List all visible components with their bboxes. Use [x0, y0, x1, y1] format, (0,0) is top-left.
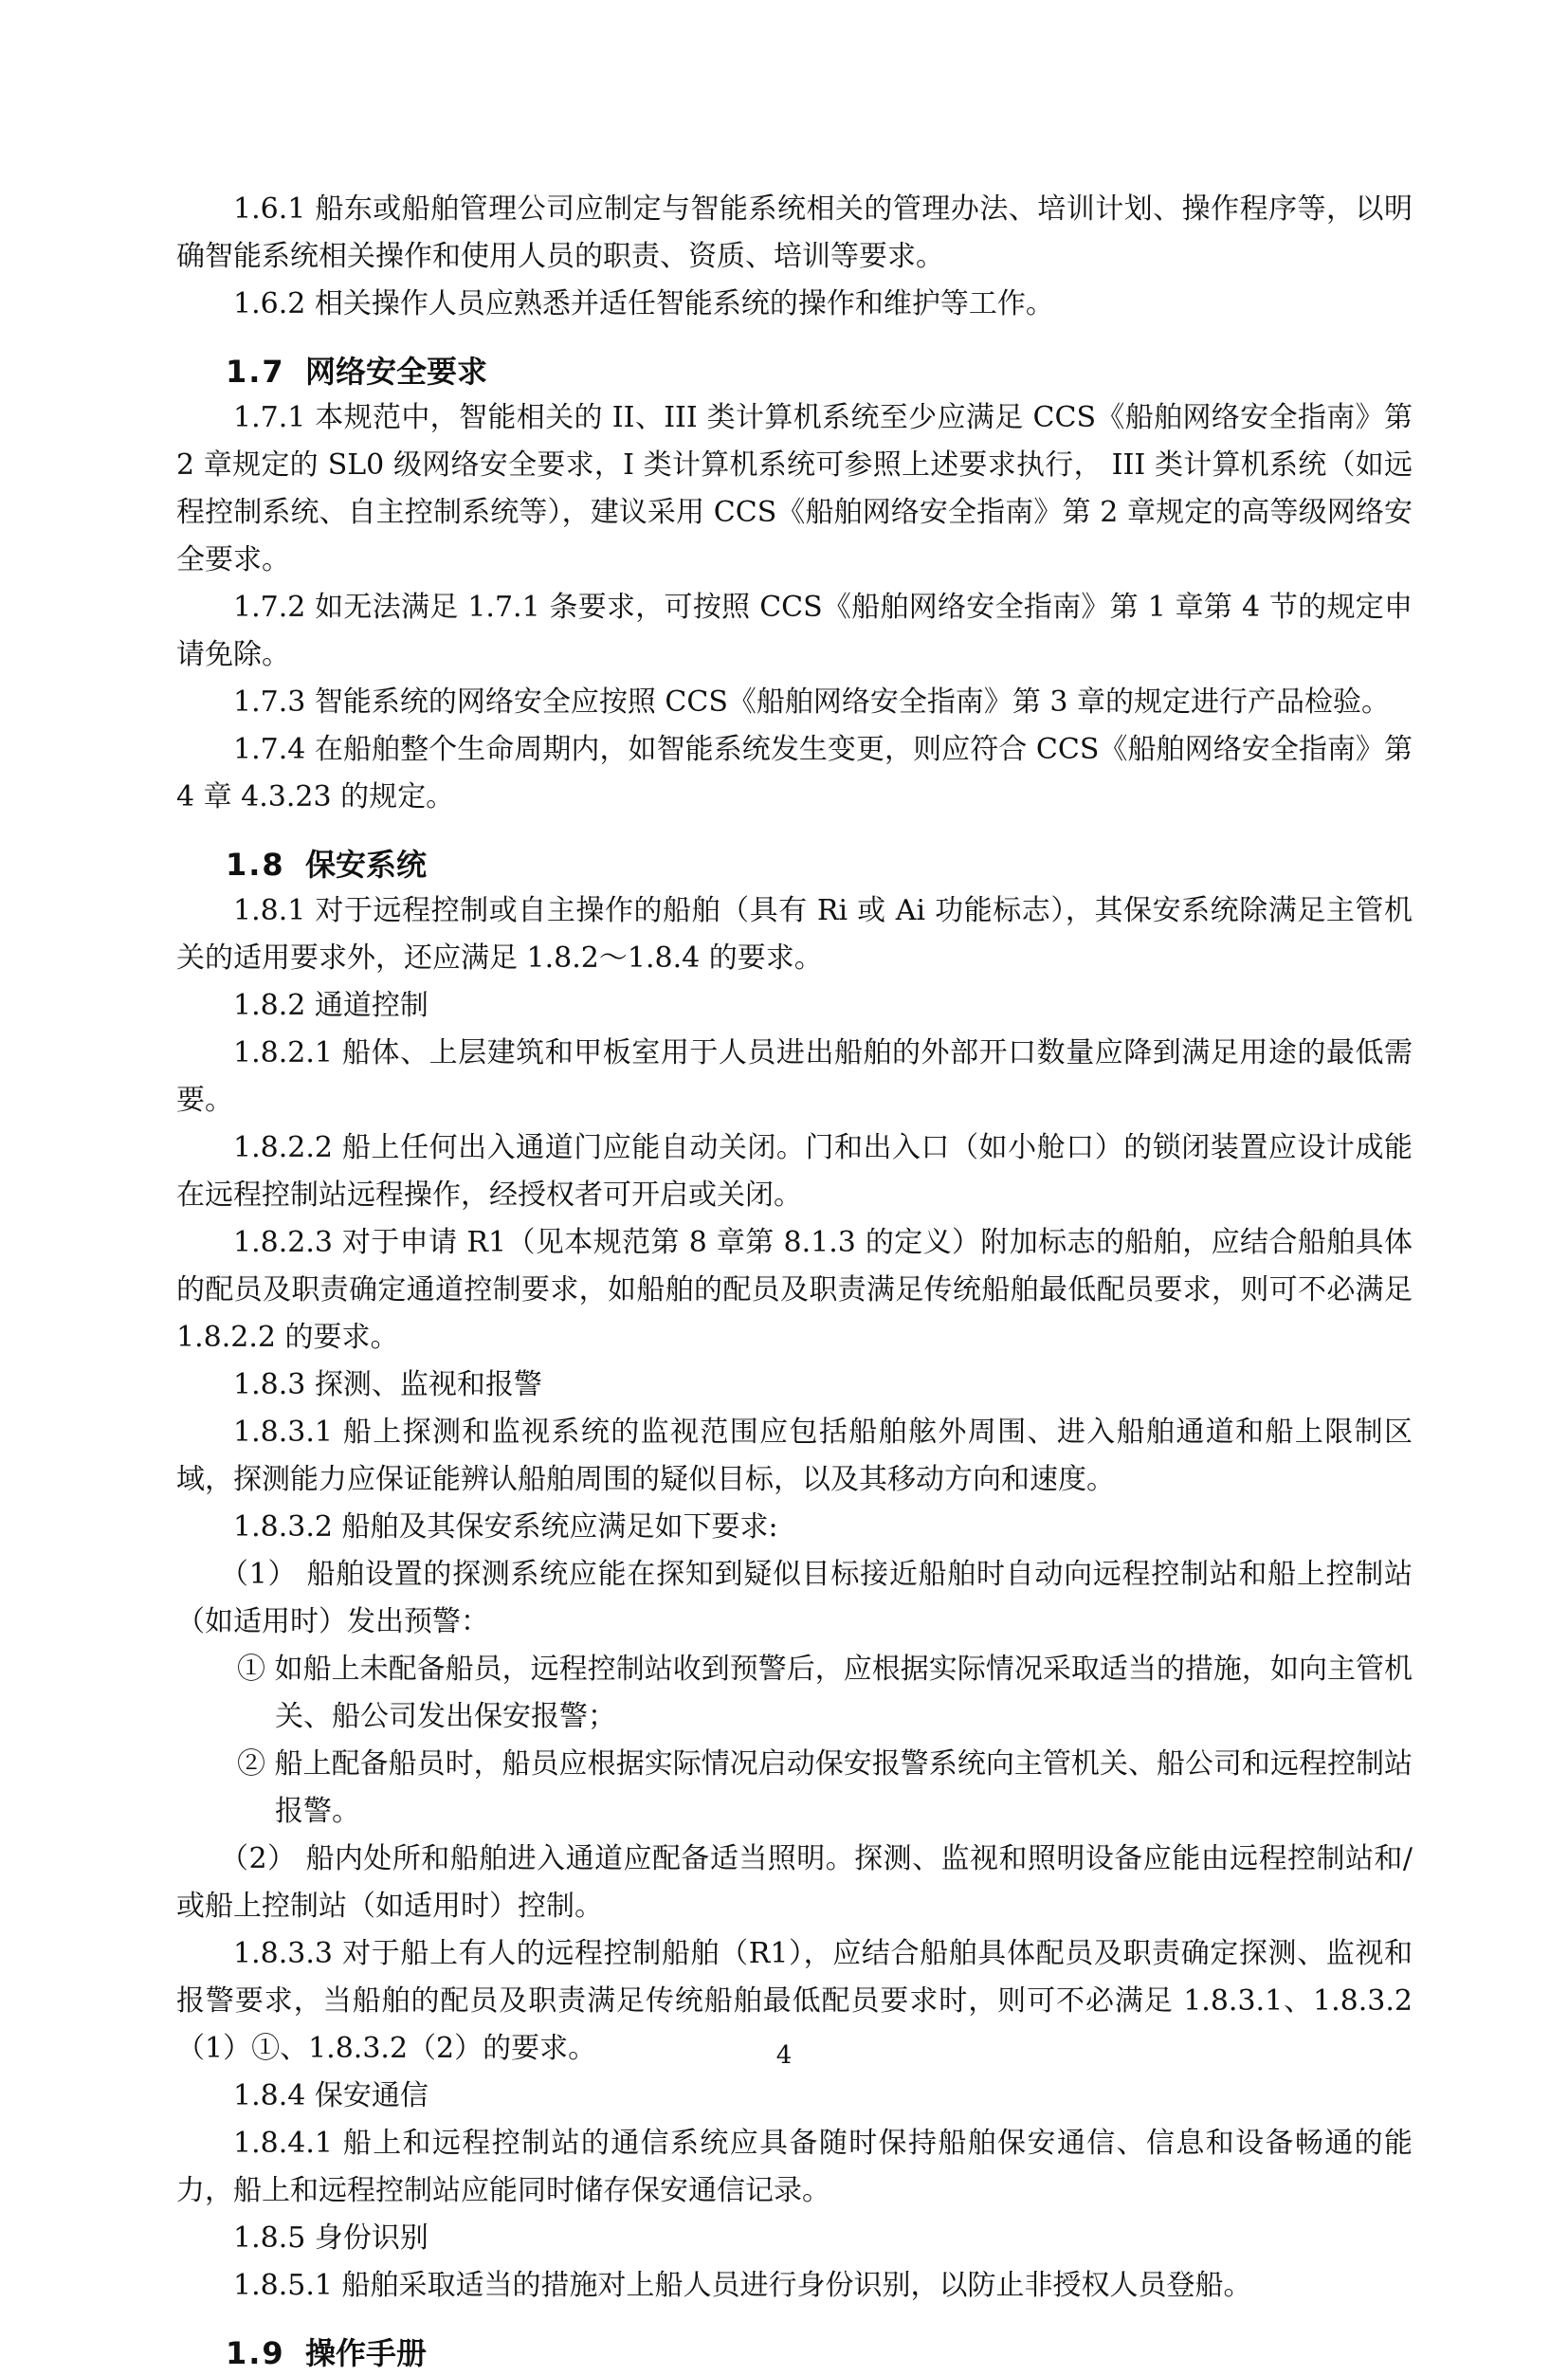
section-number: 1.8	[226, 847, 285, 883]
page-number: 4	[775, 2041, 793, 2070]
paragraph-1-7-3: 1.7.3 智能系统的网络安全应按照 CCS《船舶网络安全指南》第 3 章的规定进行产品检验。	[233, 685, 1391, 719]
section-number: 1.7	[226, 354, 285, 390]
section-heading-1-8	[176, 842, 1413, 887]
subheading-1-8-4: 1.8.4 保安通信	[233, 2079, 428, 2112]
paragraph-1-7-1: 1.7.1 本规范中，智能相关的 II、III 类计算机系统至少应满足 CCS《船舶网络安全指南》第 2 章规定的 SL0 级网络安全要求，I 类计算机系统可参照上述要求执行， III 类计算机系统（如远程控制系统、自主控制系统等），建议采用 CCS《船舶网络安全指南》第 2 章规定的高等级网络安全要求。	[176, 401, 1413, 576]
section-title: 网络安全要求	[305, 354, 488, 390]
paragraph-1-7-4: 1.7.4 在船舶整个生命周期内，如智能系统发生变更，则应符合 CCS《船舶网络安全指南》第 4 章 4.3.23 的规定。	[176, 733, 1413, 813]
paragraph-1-8-3-3: 1.8.3.3 对于船上有人的远程控制船舶（R1），应结合船舶具体配员及职责确定探测、监视和报警要求，当船舶的配员及职责满足传统船舶最低配员要求时，则可不必满足 1.8.3.1、1.8.3.2（1）①、1.8.3.2（2）的要求。	[176, 1937, 1413, 2065]
subheading-1-8-3: 1.8.3 探测、监视和报警	[233, 1368, 542, 1401]
sub-list-item-2: ② 船上配备船员时，船员应根据实际情况启动保安报警系统向主管机关、船公司和远程控制站报警。	[237, 1747, 1413, 1828]
paragraph-1-8-2-1: 1.8.2.1 船体、上层建筑和甲板室用于人员进出船舶的外部开口数量应降到满足用途的最低需要。	[176, 1036, 1413, 1117]
paragraph-1-8-5-1: 1.8.5.1 船舶采取适当的措施对上船人员进行身份识别，以防止非授权人员登船。	[233, 2269, 1252, 2302]
subheading-1-8-5: 1.8.5 身份识别	[233, 2221, 428, 2255]
paragraph-1-8-2-3: 1.8.2.3 对于申请 R1（见本规范第 8 章第 8.1.3 的定义）附加标志的船舶，应结合船舶具体的配员及职责确定通道控制要求，如船舶的配员及职责满足传统船舶最低配员要求，则可不必满足 1.8.2.2 的要求。	[176, 1226, 1413, 1354]
section-title: 操作手册	[305, 2335, 428, 2371]
list-item-2: （2） 船内处所和船舶进入通道应配备适当照明。探测、监视和照明设备应能由远程控制站和/或船上控制站（如适用时）控制。	[176, 1842, 1413, 1923]
paragraph-1-8-4-1: 1.8.4.1 船上和远程控制站的通信系统应具备随时保持船舶保安通信、信息和设备畅通的能力，船上和远程控制站应能同时储存保安通信记录。	[176, 2127, 1413, 2207]
section-heading-1-7	[176, 349, 1413, 394]
paragraph-1-6-1: 1.6.1 船东或船舶管理公司应制定与智能系统相关的管理办法、培训计划、操作程序等，以明确智能系统相关操作和使用人员的职责、资质、培训等要求。	[176, 192, 1413, 273]
paragraph-1-8-3-1: 1.8.3.1 船上探测和监视系统的监视范围应包括船舶舷外周围、进入船舶通道和船上限制区域，探测能力应保证能辨认船舶周围的疑似目标，以及其移动方向和速度。	[176, 1416, 1413, 1496]
paragraph-1-8-1: 1.8.1 对于远程控制或自主操作的船舶（具有 Ri 或 Ai 功能标志），其保安系统除满足主管机关的适用要求外，还应满足 1.8.2～1.8.4 的要求。	[176, 894, 1413, 975]
paragraph-1-8-2-2: 1.8.2.2 船上任何出入通道门应能自动关闭。门和出入口（如小舱口）的锁闭装置应设计成能在远程控制站远程操作，经授权者可开启或关闭。	[176, 1131, 1413, 1212]
sub-list-item-1: ① 如船上未配备船员，远程控制站收到预警后，应根据实际情况采取适当的措施，如向主管机关、船公司发出保安报警；	[237, 1653, 1413, 1733]
paragraph-1-7-2: 1.7.2 如无法满足 1.7.1 条要求，可按照 CCS《船舶网络安全指南》第 1 章第 4 节的规定申请免除。	[176, 591, 1413, 671]
paragraph-1-6-2: 1.6.2 相关操作人员应熟悉并适任智能系统的操作和维护等工作。	[233, 287, 1054, 320]
section-number: 1.9	[226, 2335, 285, 2371]
subheading-1-8-2: 1.8.2 通道控制	[233, 989, 428, 1022]
paragraph-1-8-3-2: 1.8.3.2 船舶及其保安系统应满足如下要求:	[233, 1510, 778, 1544]
section-heading-1-9	[176, 2330, 1413, 2376]
list-item-1: （1） 船舶设置的探测系统应能在探知到疑似目标接近船舶时自动向远程控制站和船上控制站（如适用时）发出预警：	[176, 1558, 1413, 1638]
section-title: 保安系统	[305, 847, 428, 883]
